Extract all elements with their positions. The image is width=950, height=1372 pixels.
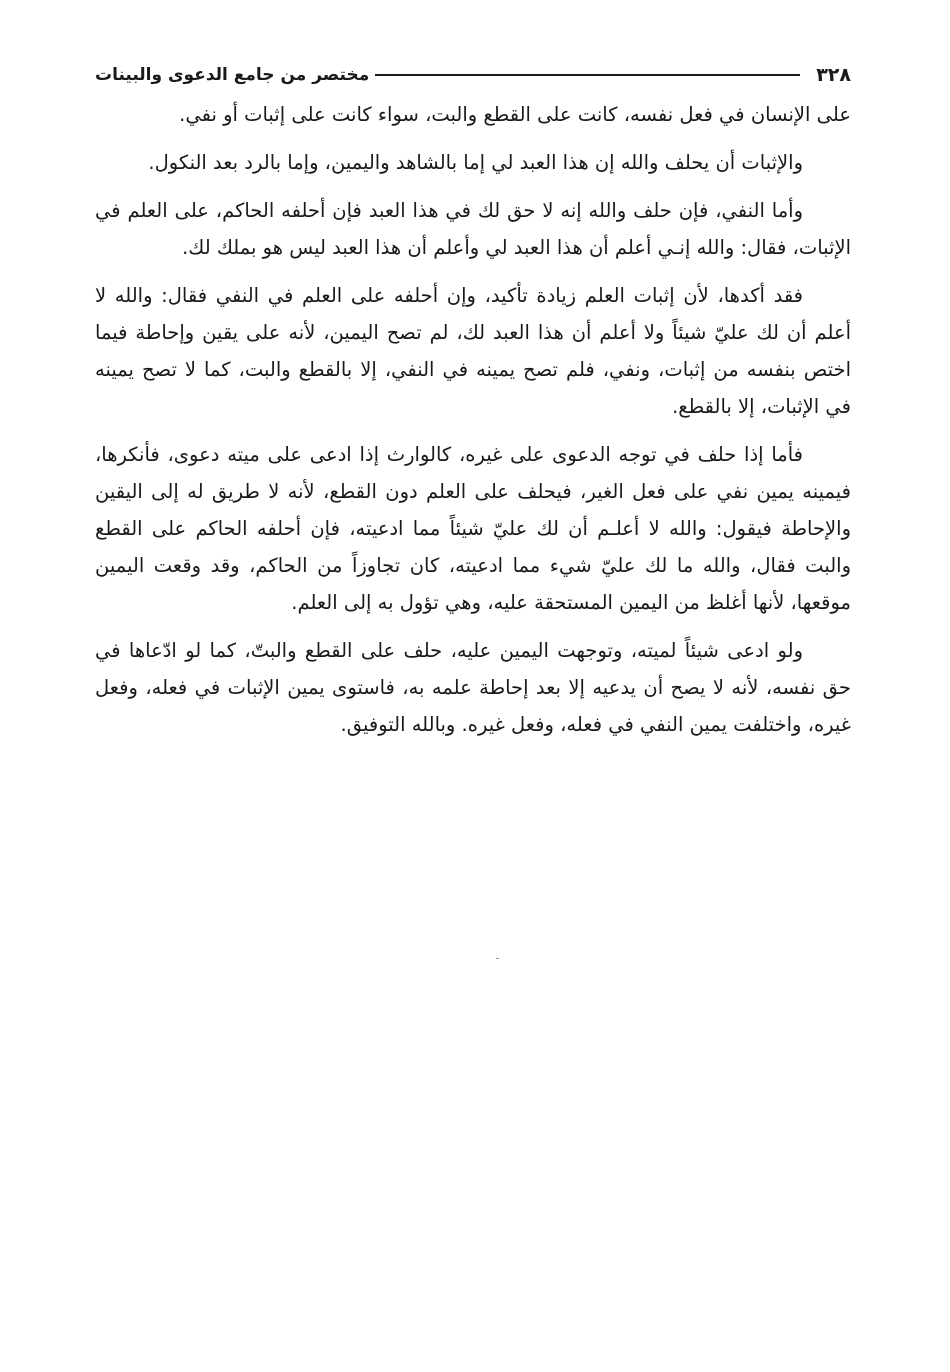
paragraph-continuation: على الإنسان في فعل نفسه، كانت على القطع والبت، سواء كانت على إثبات أو نفي. — [179, 103, 851, 126]
scan-speck — [496, 958, 499, 959]
page-number: ٣٢٨ — [816, 64, 851, 86]
paragraph-nafy: وأما النفي، فإن حلف والله إنه لا حق لك في هذا العبد فإن أحلفه الحاكم، على العلم في الإثبات، فقال: والله إنـي أعلم أن هذا العبد لي وأعلم أن هذا العبد ليس هو بملك لك. — [95, 199, 851, 259]
paragraph-mayyit: ولو ادعى شيئاً لميته، وتوجهت اليمين عليه، حلف على القطع والبتّ، كما لو ادّعاها في حق نفسه، لأنه لا يصح أن يدعيه إلا بعد إحاطة علمه به، فاستوى يمين الإثبات في فعله، وفعل غيره، واختلفت يمين النفي في فعله، وفعل غيره. وبالله التوفيق. — [95, 639, 851, 736]
paragraph-ithbat: والإثبات أن يحلف والله إن هذا العبد لي إما بالشاهد واليمين، وإما بالرد بعد النكول. — [148, 151, 803, 174]
header-rule — [375, 74, 800, 76]
body-text — [95, 96, 851, 754]
page-header — [95, 58, 851, 92]
paragraph-warith: فأما إذا حلف في توجه الدعوى على غيره، كالوارث إذا ادعى على ميته دعوى، فأنكرها، فيمينه يمين نفي على فعل الغير، فيحلف على العلم دون القطع، لأنه لا طريق له إلى اليقين والإحاطة فيقول: والله لا أعلـم أن لك عليّ شيئاً مما ادعيته، فإن أحلفه الحاكم على القطع والبت فقال، والله ما لك عليّ شيء مما ادعيته، كان تجاوزاً من الحاكم، وقد وقعت اليمين موقعها، لأنها أغلظ من اليمين المستحقة عليه، وهي تؤول به إلى العلم. — [95, 443, 851, 614]
paragraph-takid: فقد أكدها، لأن إثبات العلم زيادة تأكيد، وإن أحلفه على العلم في النفي فقال: والله لا أعلم أن لك عليّ شيئاً ولا أعلم أن هذا العبد لك، لم تصح اليمين، لأنه على يقين وإحاطة فيما اختص بنفسه من إثبات، ونفي، فلم تصح يمينه في النفي، إلا بالقطع والبت، كما لا تصح يمينه في الإثبات، إلا بالقطع. — [95, 284, 851, 418]
running-title: مختصر من جامع الدعوى والبينات — [95, 65, 370, 85]
